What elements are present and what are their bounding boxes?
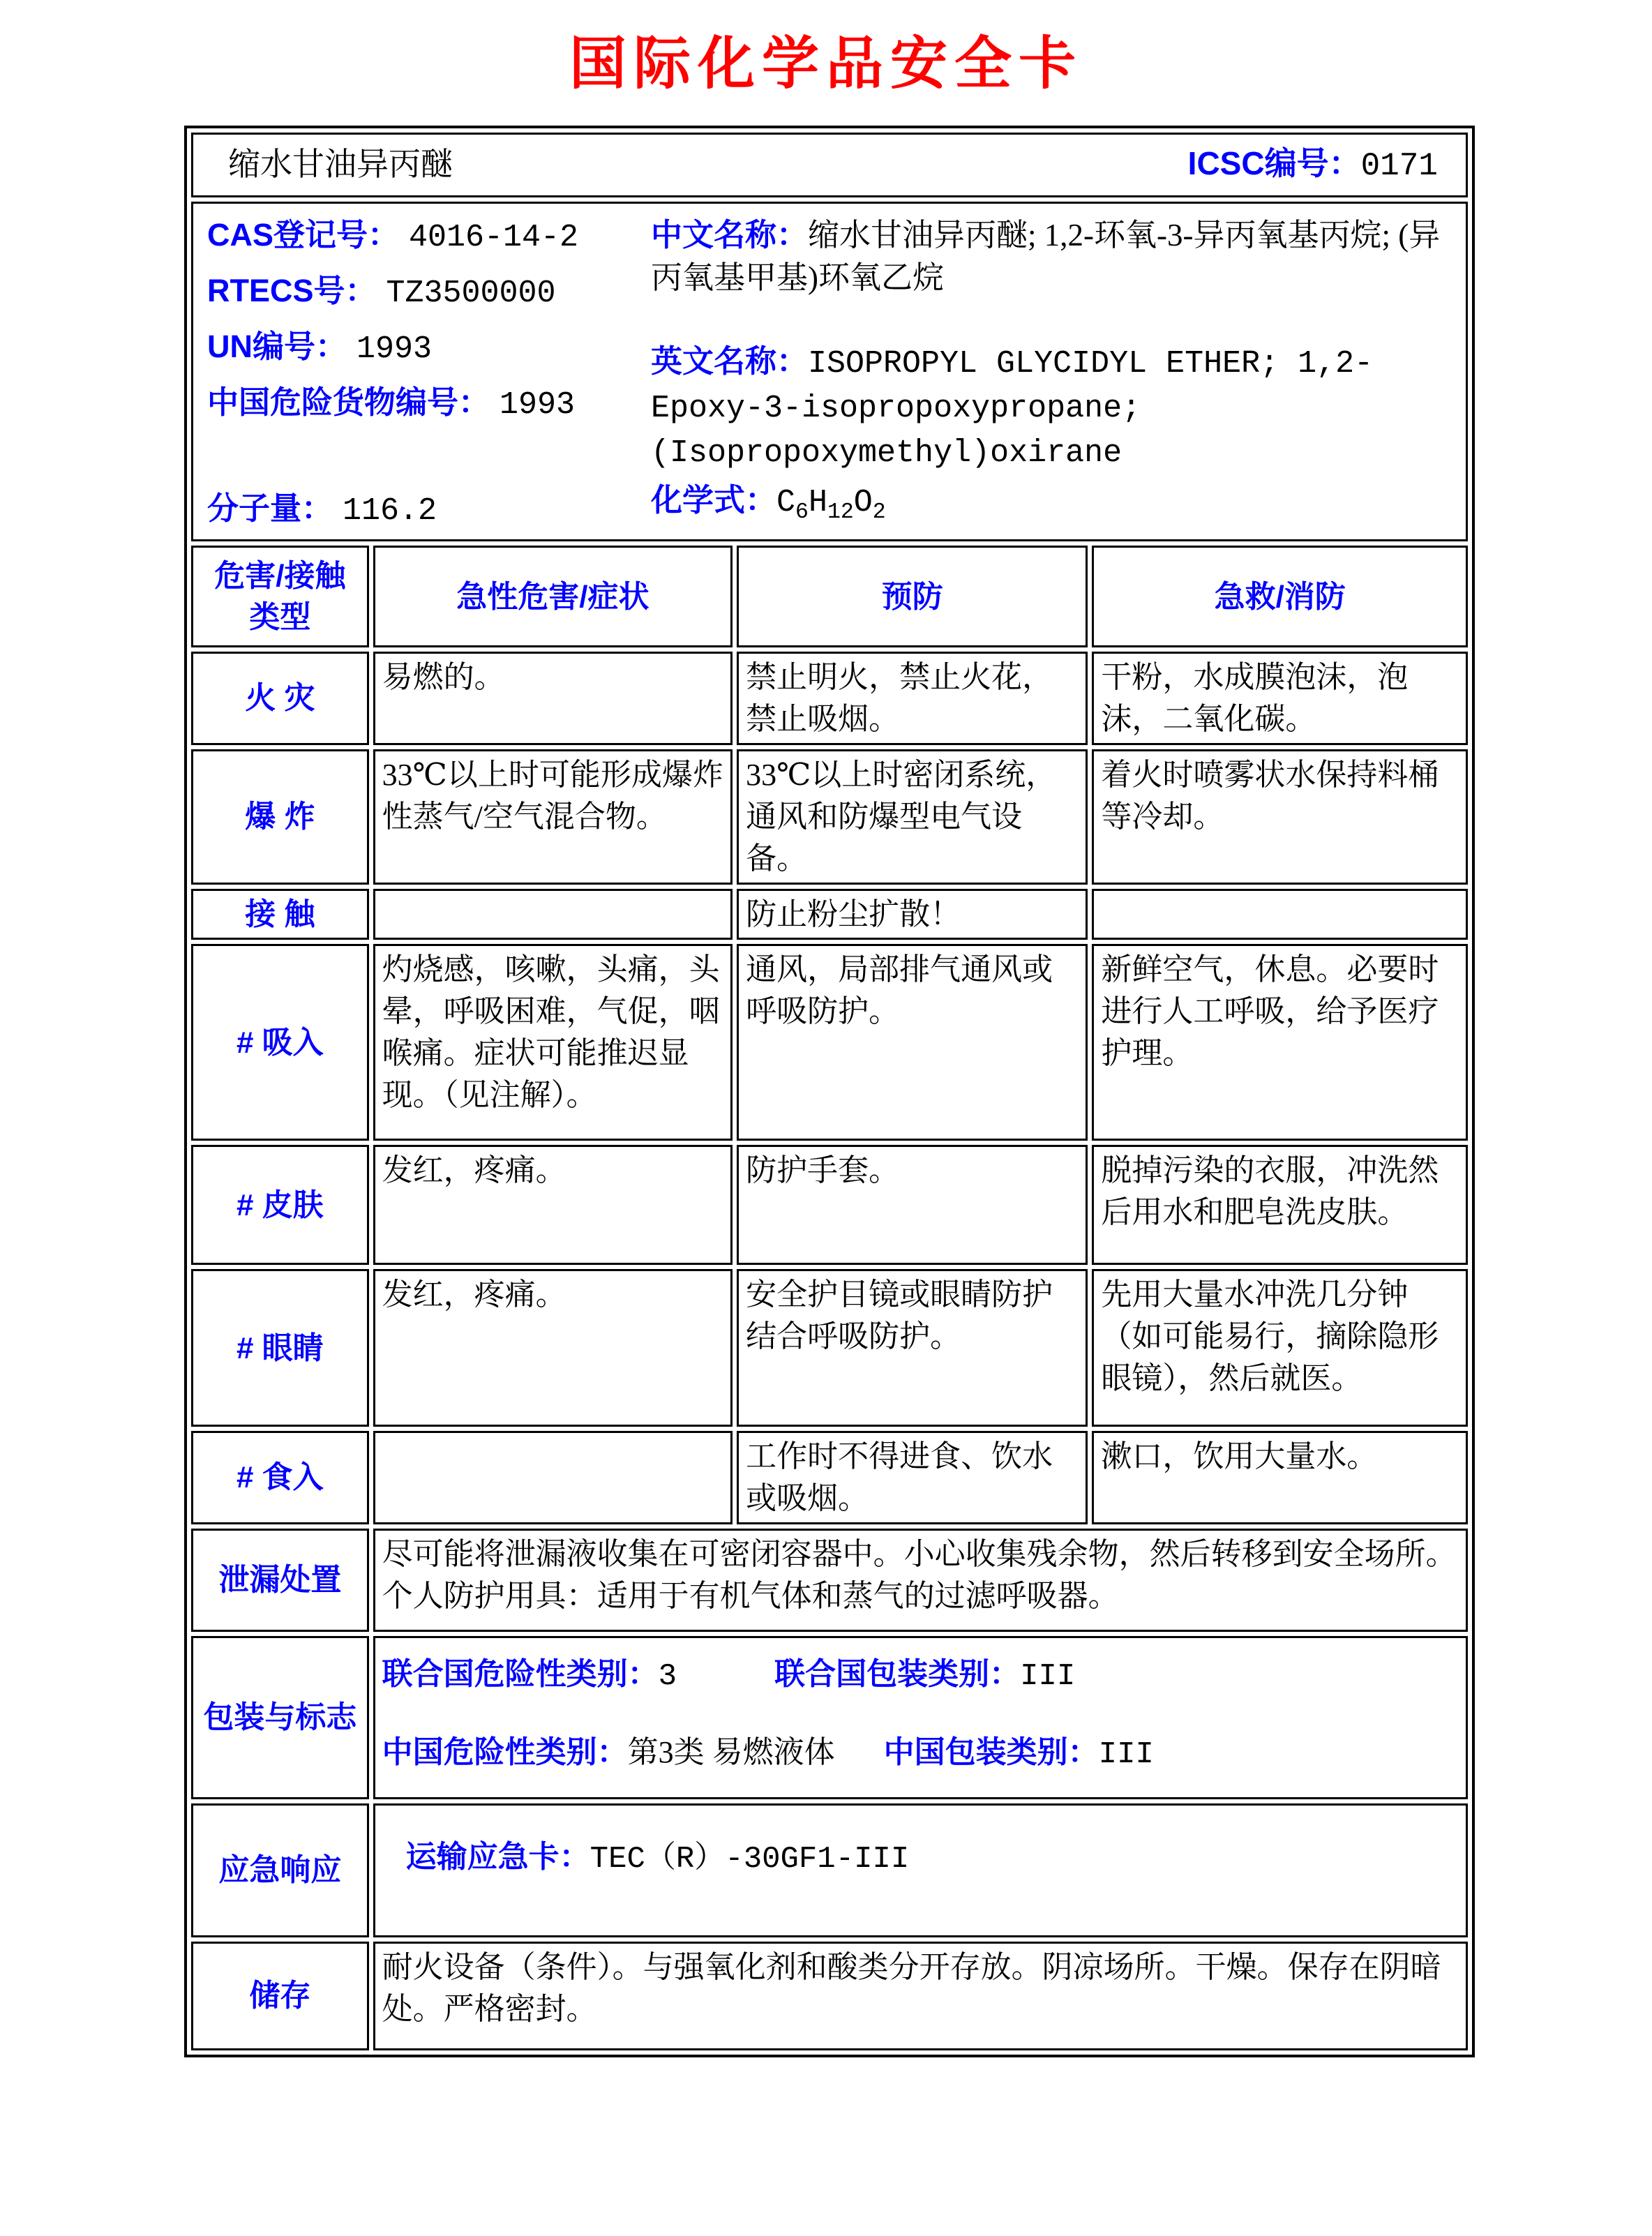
section-row-emergency <box>191 1803 1468 1937</box>
packaging-un-line <box>382 1653 1459 1698</box>
contact-response <box>1092 889 1468 940</box>
fire-prevention: 禁止明火，禁止火花，禁止吸烟。 <box>737 652 1088 745</box>
emergency-content <box>373 1803 1468 1937</box>
inhalation-response: 新鲜空气，休息。必要时进行人工呼吸，给予医疗护理。 <box>1092 944 1468 1141</box>
un-class-label: 联合国危险性类别： <box>382 1657 659 1692</box>
row-label-fire: 火 灾 <box>191 652 369 745</box>
english-name-paragraph <box>651 340 1455 475</box>
formula-label: 化学式： <box>651 482 777 518</box>
tremcard-value: TEC（R）-30GF1-III <box>590 1842 910 1877</box>
names-block <box>640 213 1455 533</box>
un-pack-value: III <box>1020 1659 1076 1695</box>
hazard-row-skin <box>191 1145 1468 1265</box>
icsc-table <box>187 128 1472 2055</box>
packaging-content <box>373 1636 1468 1799</box>
eyes-response: 先用大量水冲洗几分钟（如可能易行，摘除隐形眼镜），然后就医。 <box>1092 1269 1468 1427</box>
section-row-storage <box>191 1942 1468 2050</box>
section-label-packaging: 包装与标志 <box>191 1636 369 1799</box>
title-row-cell <box>191 133 1468 197</box>
hazard-header-row <box>191 546 1468 647</box>
inhalation-prevention: 通风，局部排气通风或呼吸防护。 <box>737 944 1088 1141</box>
ingestion-symptoms <box>373 1431 733 1524</box>
header-prevention: 预防 <box>737 546 1088 647</box>
un-label: UN编号： <box>207 328 347 364</box>
un-number-line <box>207 325 640 370</box>
icsc-number-label: ICSC编号： <box>1187 145 1361 181</box>
fire-symptoms: 易燃的。 <box>373 652 733 745</box>
identification-row <box>191 202 1468 542</box>
hazard-row-eyes <box>191 1269 1468 1427</box>
section-label-emergency: 应急响应 <box>191 1803 369 1937</box>
eyes-prevention: 安全护目镜或眼睛防护结合呼吸防护。 <box>737 1269 1088 1427</box>
en-name-value: ISOPROPYL GLYCIDYL ETHER; 1,2-Epoxy-3-isopropoxypropane; (Isopropoxymethyl)oxirane <box>651 345 1374 472</box>
row-label-contact: 接 触 <box>191 889 369 940</box>
cas-value: 4016-14-2 <box>409 219 579 255</box>
page-title: 国际化学品安全卡 <box>569 32 1083 96</box>
inhalation-symptoms: 灼烧感，咳嗽，头痛，头晕，呼吸困难，气促，咽喉痛。症状可能推迟显现。（见注解）。 <box>373 944 733 1141</box>
hazard-row-inhalation <box>191 944 1468 1141</box>
skin-response: 脱掉污染的衣服，冲洗然后用水和肥皂洗皮肤。 <box>1092 1145 1468 1265</box>
contact-symptoms <box>373 889 733 940</box>
icsc-card <box>184 126 1475 2057</box>
chinese-name-paragraph <box>651 213 1455 299</box>
spill-content: 尽可能将泄漏液收集在可密闭容器中。小心收集残余物，然后转移到安全场所。个人防护用具：适用于有机气体和蒸气的过滤呼吸器。 <box>373 1529 1468 1632</box>
cn-dg-value: 1993 <box>500 387 576 423</box>
row-label-explosion: 爆 炸 <box>191 749 369 884</box>
section-label-spill: 泄漏处置 <box>191 1529 369 1632</box>
hazard-row-fire <box>191 652 1468 745</box>
un-value: 1993 <box>356 331 433 367</box>
header-acute-hazards: 急性危害/症状 <box>373 546 733 647</box>
identifier-list <box>207 213 640 533</box>
skin-symptoms: 发红，疼痛。 <box>373 1145 733 1265</box>
molecular-weight-line <box>207 487 640 532</box>
rtecs-value: TZ3500000 <box>386 275 556 311</box>
cn-dg-label: 中国危险货物编号： <box>207 384 490 421</box>
row-label-skin: # 皮肤 <box>191 1145 369 1265</box>
en-name-label: 英文名称： <box>651 343 809 379</box>
formula-value: $C_6H_{12}O_2$ <box>776 485 886 525</box>
title-row <box>191 133 1468 197</box>
cn-class-value: 第3类 易燃液体 <box>627 1734 835 1769</box>
identification-cell <box>191 202 1468 542</box>
explosion-prevention: 33℃以上时密闭系统，通风和防爆型电气设备。 <box>737 749 1088 884</box>
header-fire-aid: 急救/消防 <box>1092 546 1468 647</box>
un-pack-label: 联合国包装类别： <box>774 1657 1021 1692</box>
ingestion-response: 漱口，饮用大量水。 <box>1092 1431 1468 1524</box>
fire-response: 干粉，水成膜泡沫，泡沫，二氧化碳。 <box>1092 652 1468 745</box>
zh-name-value: 缩水甘油异丙醚; 1,2-环氧-3-异丙氧基丙烷; (异丙氧基甲基)环氧乙烷 <box>651 217 1441 295</box>
skin-prevention: 防护手套。 <box>737 1145 1088 1265</box>
rtecs-number-line <box>207 269 640 315</box>
section-row-spill <box>191 1529 1468 1632</box>
header-hazard-type: 危害/接触 类型 <box>191 546 369 647</box>
row-label-ingestion: # 食入 <box>191 1431 369 1524</box>
section-label-storage: 储存 <box>191 1942 369 2050</box>
icsc-number <box>1188 142 1438 188</box>
zh-name-label: 中文名称： <box>651 216 809 253</box>
explosion-response: 着火时喷雾状水保持料桶等冷却。 <box>1092 749 1468 884</box>
hazard-row-explosion <box>191 749 1468 884</box>
explosion-symptoms: 33℃以上时可能形成爆炸性蒸气/空气混合物。 <box>373 749 733 884</box>
rtecs-label: RTECS号： <box>207 272 377 308</box>
hazard-row-ingestion <box>191 1431 1468 1524</box>
mw-label: 分子量： <box>207 490 333 527</box>
section-row-packaging <box>191 1636 1468 1799</box>
un-class-value: 3 <box>658 1659 677 1695</box>
cn-dg-number-line <box>207 381 640 426</box>
chemical-name: 缩水甘油异丙醚 <box>228 147 453 182</box>
cas-label: CAS登记号： <box>207 216 400 253</box>
row-label-eyes: # 眼睛 <box>191 1269 369 1427</box>
cas-number-line <box>207 213 640 259</box>
eyes-symptoms: 发红，疼痛。 <box>373 1269 733 1427</box>
cn-class-label: 中国危险性类别： <box>382 1734 628 1769</box>
contact-prevention: 防止粉尘扩散！ <box>737 889 1088 940</box>
cn-pack-label: 中国包装类别： <box>883 1734 1099 1769</box>
mw-value: 116.2 <box>343 493 437 530</box>
hazard-row-contact <box>191 889 1468 940</box>
packaging-cn-line <box>382 1732 1459 1776</box>
formula-line <box>651 479 1455 528</box>
tremcard-label: 运输应急卡： <box>405 1840 590 1875</box>
storage-content: 耐火设备（条件）。与强氧化剂和酸类分开存放。阴凉场所。干燥。保存在阴暗处。严格密封。 <box>373 1942 1468 2050</box>
tremcard-line <box>382 1808 1459 1881</box>
row-label-inhalation: # 吸入 <box>191 944 369 1141</box>
ingestion-prevention: 工作时不得进食、饮水或吸烟。 <box>737 1431 1088 1524</box>
icsc-number-value: 0171 <box>1360 148 1438 184</box>
cn-pack-value: III <box>1098 1736 1154 1772</box>
